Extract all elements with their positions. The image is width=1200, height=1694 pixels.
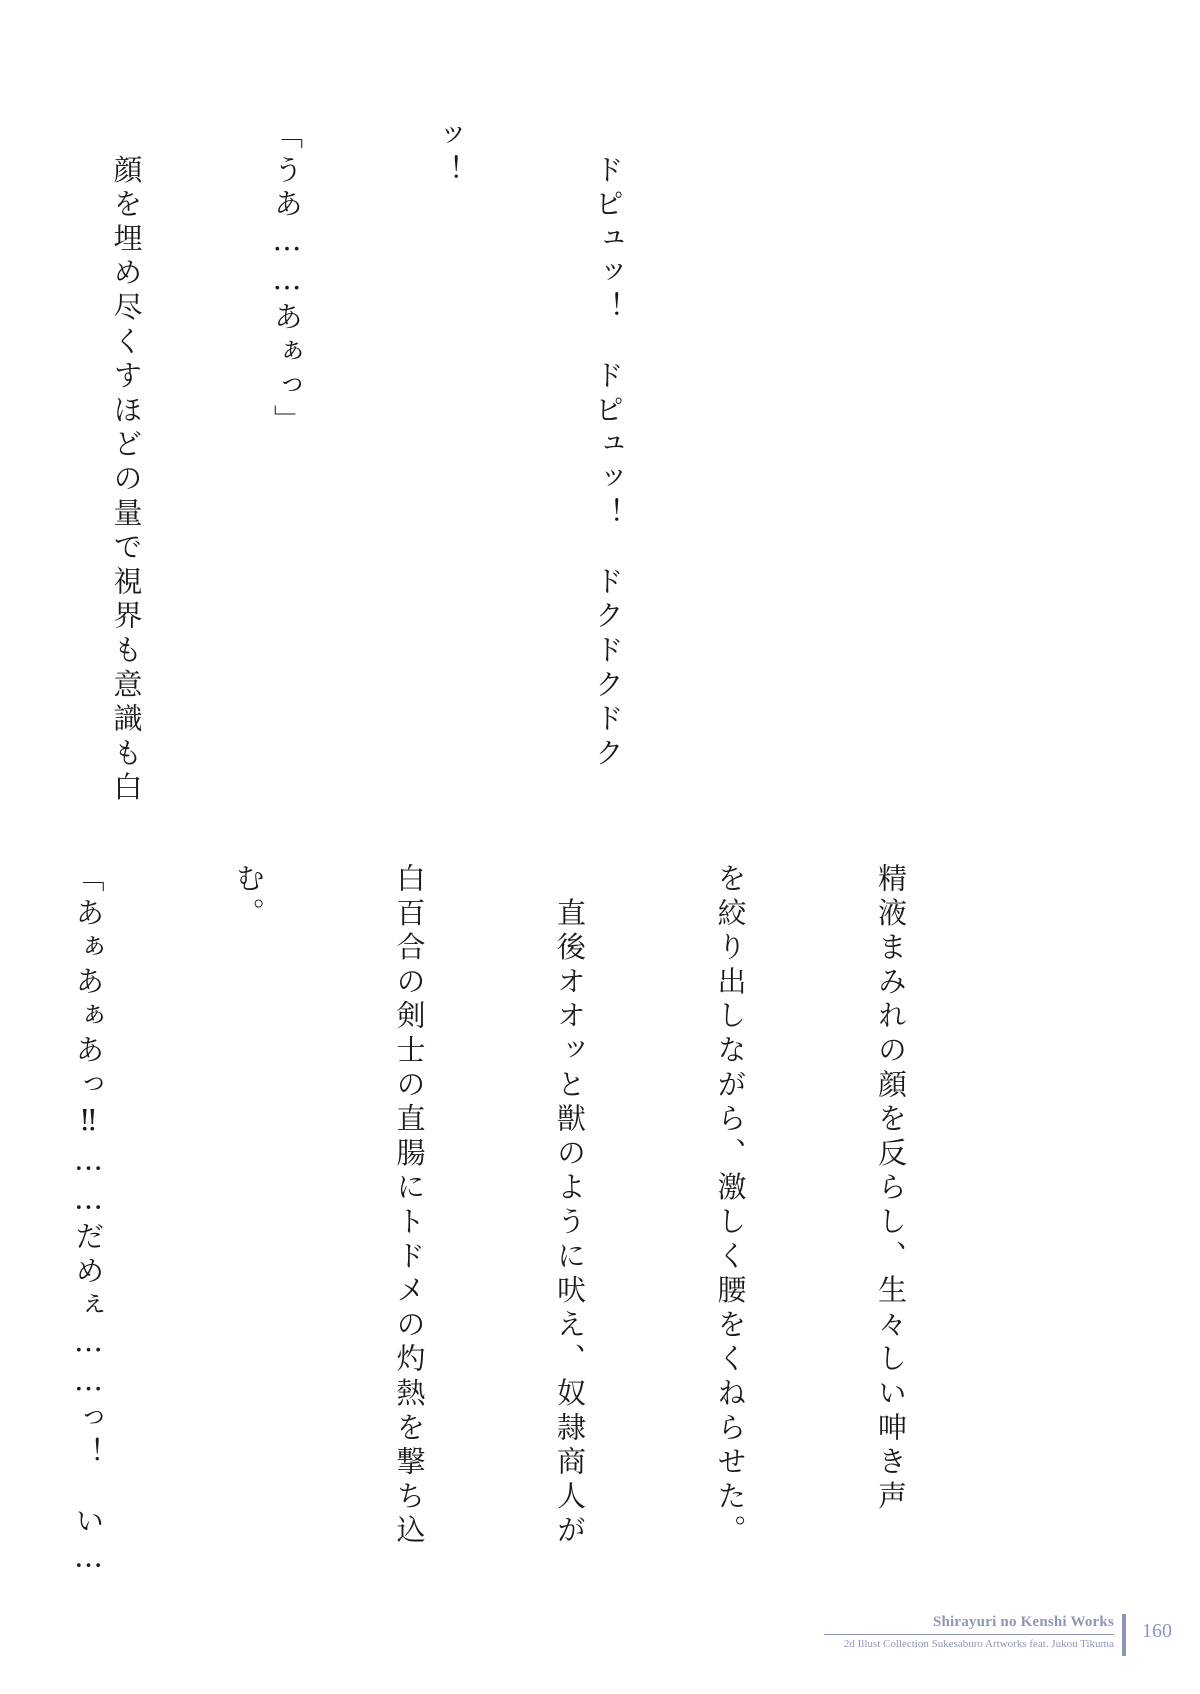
lower-text-block <box>71 863 1024 1579</box>
text-line: 「うあ……あぁっ」 <box>270 120 304 439</box>
footer-title: Shirayuri no Kenshi Works <box>932 1614 1114 1630</box>
text-line: 「あぁあぁあっ‼……だめぇ……っ！ い… <box>71 863 106 1579</box>
text-line: を絞り出しながら、激しく腰をくねらせた。 <box>713 863 748 1549</box>
text-line: ッ！ <box>430 120 465 189</box>
text-line: む。 <box>232 863 266 932</box>
text-line: 直後オオッと獣のように吠え、奴隷商人が <box>553 863 587 1549</box>
text-line: 精液まみれの顔を反らし、生々しい呻き声 <box>874 863 908 1515</box>
footer-subtitle: 2d Illust Collection Sukesaburo Artworks feat. Jukou Tikuma <box>843 1638 1114 1650</box>
page-number: 160 <box>1142 1620 1172 1642</box>
page-footer <box>796 1614 1176 1674</box>
text-line: 顔を埋め尽くすほどの量で視界も意識も白 <box>109 120 144 806</box>
footer-accent-bar <box>1122 1614 1126 1656</box>
footer-divider <box>824 1634 1114 1635</box>
text-line: ドピュッ！ ドピュッ！ ドクドクドク <box>591 120 625 772</box>
upper-text-block <box>48 120 848 840</box>
text-line: 白百合の剣士の直腸にトドメの灼熱を撃ち込 <box>392 863 427 1549</box>
